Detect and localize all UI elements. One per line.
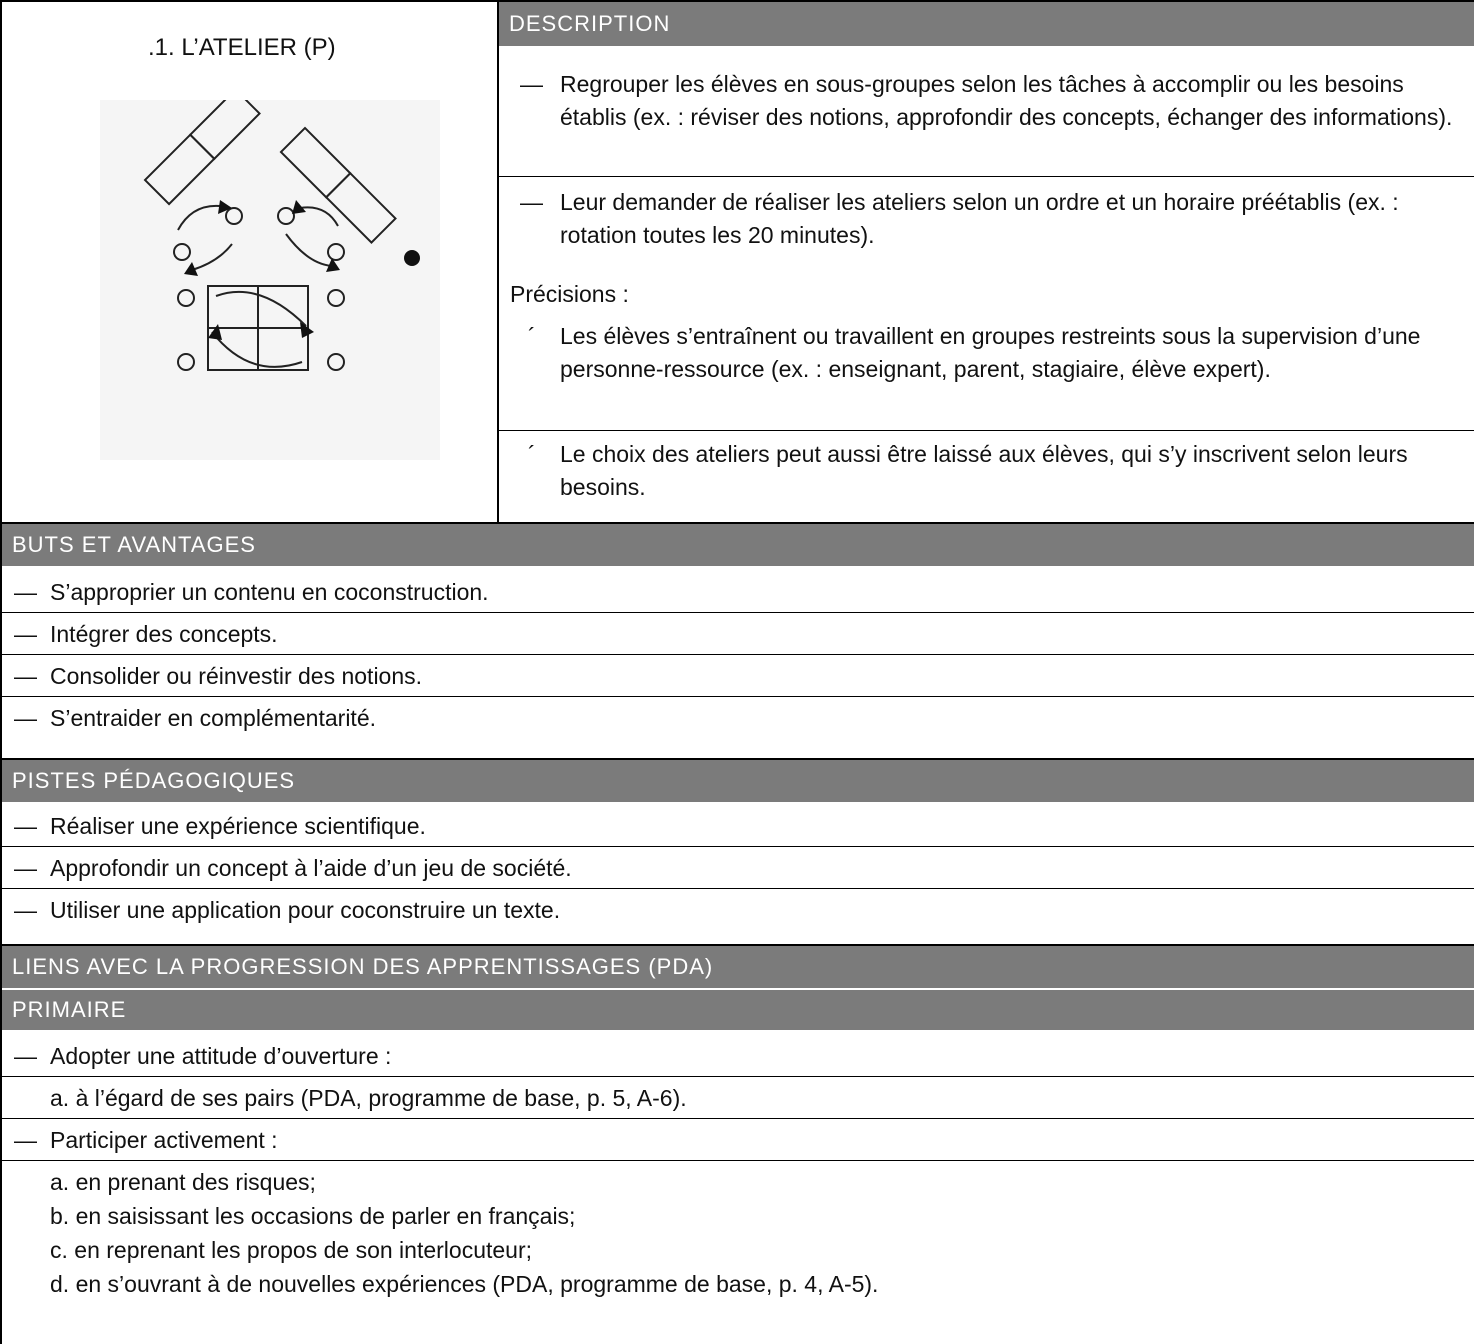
- description-item: [520, 68, 1460, 134]
- liens-subitem: a. à l’égard de ses pairs (PDA, programme de base, p. 5, A-6).: [50, 1085, 687, 1111]
- description-header: [499, 2, 1474, 46]
- liens-item: [14, 1124, 278, 1157]
- liens-header: [2, 946, 1474, 988]
- dash-bullet: —: [520, 71, 543, 97]
- buts-item-text: Consolider ou réinvestir des notions.: [50, 663, 423, 689]
- buts-item: [14, 702, 376, 735]
- row-divider: [0, 758, 1474, 760]
- buts-item: [14, 576, 489, 609]
- row-rule: [2, 612, 1474, 613]
- buts-heading: BUTS ET AVANTAGES: [12, 532, 256, 557]
- description-item-text: Leur demander de réaliser les ateliers selon un ordre et un horaire préétablis (ex. : rotation toutes les 20 minutes).: [560, 189, 1399, 248]
- liens-item-text: Participer activement :: [50, 1127, 278, 1153]
- dash-bullet: —: [14, 1043, 37, 1069]
- liens-subitem: c. en reprenant les propos de son interlocuteur;: [50, 1237, 533, 1263]
- buts-item-text: S’entraider en complémentarité.: [50, 705, 376, 731]
- row-rule: [2, 846, 1474, 847]
- pistes-item-text: Réaliser une expérience scientifique.: [50, 813, 426, 839]
- precision-item: [520, 320, 1460, 386]
- column-divider: [497, 0, 499, 524]
- row-rule: [2, 696, 1474, 697]
- row-divider: [0, 522, 1474, 524]
- pistes-item: [14, 852, 572, 885]
- liens-subitem: d. en s’ouvrant à de nouvelles expériences (PDA, programme de base, p. 4, A-5).: [50, 1271, 879, 1297]
- tick-bullet: ´: [528, 441, 536, 467]
- dash-bullet: —: [14, 813, 37, 839]
- description-item: [520, 186, 1460, 252]
- dash-bullet: —: [14, 897, 37, 923]
- pistes-heading: PISTES PÉDAGOGIQUES: [12, 768, 296, 793]
- precision-item-text: Le choix des ateliers peut aussi être laissé aux élèves, qui s’y inscrivent selon leurs besoins.: [560, 441, 1408, 500]
- card-title: .1. L’ATELIER (P): [148, 34, 336, 61]
- description-item-text: Regrouper les élèves en sous-groupes selon les tâches à accomplir ou les besoins établis (ex. : réviser des notions, approfondir des concepts, échanger des informations).: [560, 71, 1453, 130]
- row-rule: [499, 430, 1474, 431]
- dash-bullet: —: [14, 621, 37, 647]
- pistes-item: [14, 810, 426, 843]
- precisions-label: Précisions :: [510, 281, 629, 307]
- left-border: [0, 0, 2, 1344]
- row-rule: [2, 654, 1474, 655]
- precision-item: [520, 438, 1460, 504]
- liens-heading: LIENS AVEC LA PROGRESSION DES APPRENTISSAGES (PDA): [12, 954, 714, 979]
- precision-item-text: Les élèves s’entraînent ou travaillent en groupes restreints sous la supervision d’une personne-ressource (ex. : enseignant, parent, stagiaire, élève expert).: [560, 323, 1421, 382]
- row-rule: [2, 1076, 1474, 1077]
- description-heading: DESCRIPTION: [509, 11, 671, 36]
- dash-bullet: —: [14, 705, 37, 731]
- dash-bullet: —: [14, 855, 37, 881]
- row-rule: [2, 888, 1474, 889]
- row-rule: [2, 1118, 1474, 1119]
- liens-subitem: a. en prenant des risques;: [50, 1169, 316, 1195]
- dash-bullet: —: [520, 189, 543, 215]
- pistes-item-text: Utiliser une application pour coconstruire un texte.: [50, 897, 561, 923]
- dash-bullet: —: [14, 579, 37, 605]
- pistes-item: [14, 894, 560, 927]
- liens-item: [14, 1040, 391, 1073]
- row-rule: [499, 176, 1474, 177]
- pistes-header: [2, 760, 1474, 802]
- group-rotation-diagram-icon: [100, 100, 440, 460]
- dash-bullet: —: [14, 1127, 37, 1153]
- primaire-header: [2, 990, 1474, 1030]
- row-divider: [0, 944, 1474, 946]
- primaire-heading: PRIMAIRE: [12, 997, 127, 1022]
- buts-item: [14, 660, 422, 693]
- buts-item: [14, 618, 278, 651]
- pistes-item-text: Approfondir un concept à l’aide d’un jeu de société.: [50, 855, 572, 881]
- tick-bullet: ´: [528, 323, 536, 349]
- buts-header: [2, 524, 1474, 566]
- buts-item-text: S’approprier un contenu en coconstruction.: [50, 579, 489, 605]
- row-rule: [2, 1160, 1474, 1161]
- liens-subitem: b. en saisissant les occasions de parler en français;: [50, 1203, 576, 1229]
- buts-item-text: Intégrer des concepts.: [50, 621, 278, 647]
- liens-item-text: Adopter une attitude d’ouverture :: [50, 1043, 392, 1069]
- dash-bullet: —: [14, 663, 37, 689]
